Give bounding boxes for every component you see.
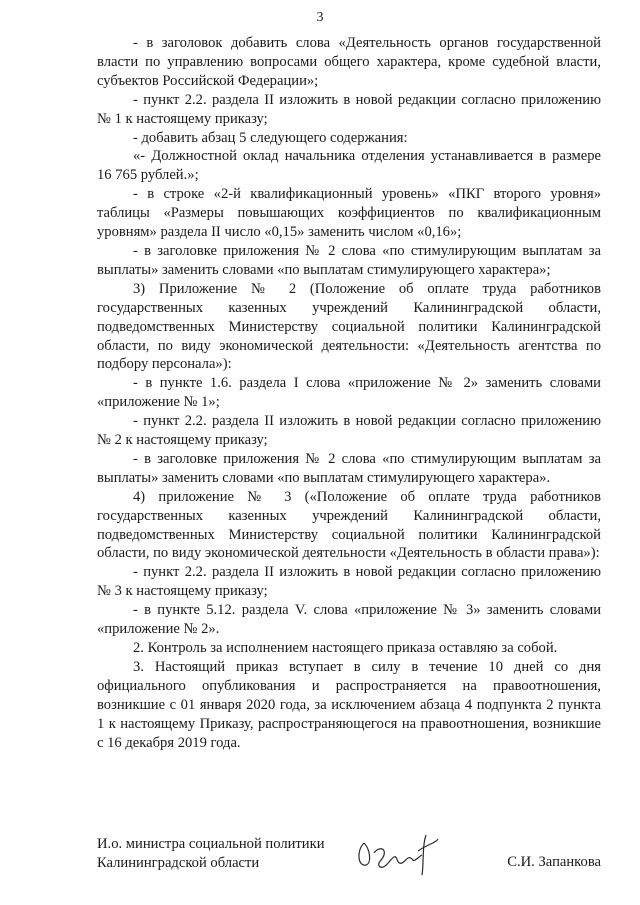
paragraph: - в строке «2-й квалификационный уровень» «ПКГ второго уровня» таблицы «Размеры повышающих коэффициентов по квалификационным уровням» раздела II число «0,15» заменить числом «0,16»; (97, 186, 601, 241)
paragraph: - в пункте 1.6. раздела I слова «приложение № 2» заменить словами «приложение № 1»; (97, 375, 601, 411)
page-number: 3 (316, 10, 324, 25)
paragraph: 2. Контроль за исполнением настоящего приказа оставляю за собой. (133, 640, 558, 656)
paragraph: - в заголовке приложения № 2 слова «по стимулирующим выплатам за выплаты» заменить словами «по выплатам стимулирующего характера». (97, 450, 601, 486)
paragraph: 3. Настоящий приказ вступает в силу в течение 10 дней со дня официального опубликования и распространяется на правоотношения, возникшие с 01 января 2020 года, за исключением абзаца 4 подпункта 2 пункта 1 к настоящему Приказу, распространяющегося на правоотношения, возникшие с 16 декабря 2019 года. (97, 658, 601, 751)
paragraph: - добавить абзац 5 следующего содержания: (133, 129, 408, 146)
paragraph: 3) Приложение № 2 (Положение об оплате труда работников государственных казенных учреждений Калининградской области, подведомственных Министерству социальной политики Калининградской области, по виду экономической деятельности: «Деятельность агентства по подбору персонала»): (97, 280, 601, 373)
signer-position-line: И.о. министра социальной политики (97, 836, 325, 852)
paragraph: - пункт 2.2. раздела II изложить в новой редакции согласно приложению № 3 к настоящему приказу; (97, 564, 601, 600)
document-body (97, 34, 601, 752)
paragraph: 4) приложение № 3 («Положение об оплате труда работников государственных казенных учреждений Калининградской области, подведомственных Министерству социальной политики Калининградской области, по виду экономической деятельности «Деятельность в области права»): (97, 488, 601, 562)
signer-position-line: Калининградской области (97, 854, 260, 871)
paragraph: - в заголовок добавить слова «Деятельность органов государственной власти по управлению вопросами общего характера, кроме судебной власти, субъектов Российской Федерации»; (97, 35, 601, 89)
handwritten-signature-icon (352, 829, 452, 879)
signer-position (97, 835, 325, 872)
signature-block (97, 835, 601, 885)
paragraph: - пункт 2.2. раздела II изложить в новой редакции согласно приложению № 2 к настоящему приказу; (97, 413, 601, 449)
paragraph: - в пункте 5.12. раздела V. слова «приложение № 3» заменить словами «приложение № 2». (97, 602, 601, 638)
paragraph: - в заголовке приложения № 2 слова «по стимулирующим выплатам за выплаты» заменить словами «по выплатам стимулирующего характера»; (97, 242, 601, 278)
signer-name: С.И. Запанкова (507, 854, 601, 870)
paragraph: «- Должностной оклад начальника отделения устанавливается в размере 16 765 рублей.»; (97, 148, 601, 184)
paragraph: - пункт 2.2. раздела II изложить в новой редакции согласно приложению № 1 к настоящему приказу; (97, 91, 601, 127)
